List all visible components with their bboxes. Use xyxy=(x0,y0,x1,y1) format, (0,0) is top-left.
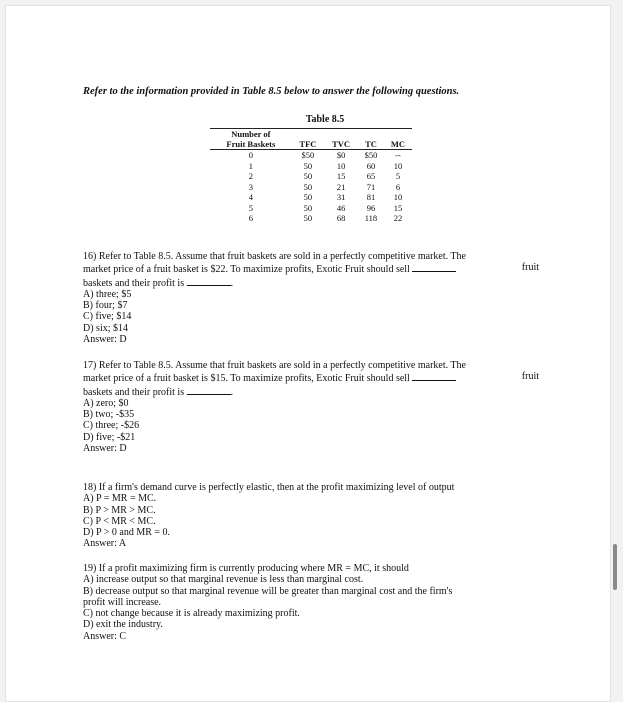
question-17: 17) Refer to Table 8.5. Assume that fruit baskets are sold in a perfectly competitive market. The market price of a fruit basket is $15. To maximize profits, Exotic Fruit should sell fruit baskets and their profit is . A) zero; $0 B) two; -$35 C) three; -$26 D) five; -$21 Answer: D xyxy=(83,360,539,455)
table-row xyxy=(210,182,412,193)
question-18 xyxy=(83,482,539,550)
question-18-line1: 18) If a firm's demand curve is perfectly elastic, then at the profit maximizing level of output xyxy=(83,482,455,493)
table-cell: 96 xyxy=(366,202,376,213)
table-cell: 3 xyxy=(248,181,253,192)
answer-blank xyxy=(187,385,231,395)
table-cell: 50 xyxy=(303,160,313,171)
table-cell: 5 xyxy=(395,171,401,181)
answer: Answer: A xyxy=(83,538,127,550)
table-cell: 65 xyxy=(366,171,376,181)
option: C) three; -$26 xyxy=(83,420,140,432)
table-row xyxy=(210,203,412,214)
header-tvc: TVC xyxy=(324,139,358,150)
header-tc: TC xyxy=(358,139,384,150)
table-cell: $50 xyxy=(364,150,378,160)
cost-table xyxy=(210,128,412,224)
intro-text: Refer to the information provided in Table 8.5 below to answer the following questions. xyxy=(83,86,460,97)
table-row xyxy=(210,192,412,203)
option: A) zero; $0 xyxy=(83,397,129,409)
option: B) two; -$35 xyxy=(83,409,135,421)
option: A) three; $5 xyxy=(83,288,132,300)
table-row xyxy=(210,171,412,182)
option: C) not change because it is already maximizing profit. xyxy=(83,608,300,620)
table-cell: 0 xyxy=(248,150,253,160)
option: D) six; $14 xyxy=(83,322,128,334)
table-cell: 1 xyxy=(248,160,253,171)
table-cell: 81 xyxy=(366,192,376,202)
option: A) increase output so that marginal revenue is less than marginal cost. xyxy=(83,574,364,586)
answer-blank xyxy=(187,276,231,286)
table-cell: 60 xyxy=(366,160,376,171)
table-cell: 68 xyxy=(336,213,346,223)
table-cell: -- xyxy=(395,150,401,160)
table-cell: 22 xyxy=(393,213,403,223)
table-cell: 50 xyxy=(303,171,313,181)
table-cell: 15 xyxy=(393,202,403,213)
table-cell: 50 xyxy=(303,213,313,223)
option: B) decrease output so that marginal revenue will be greater than marginal cost and the firm's xyxy=(83,585,453,597)
scrollbar-thumb[interactable] xyxy=(613,544,617,590)
header-number-of: Number of xyxy=(231,129,271,139)
header-tfc: TFC xyxy=(292,139,324,150)
table-cell: 50 xyxy=(303,192,313,202)
table-cell: 10 xyxy=(393,160,403,171)
table-row xyxy=(210,150,412,161)
option: B) P > MR > MC. xyxy=(83,504,156,516)
table-row xyxy=(210,213,412,224)
table-cell: 50 xyxy=(303,181,313,192)
option: D) exit the industry. xyxy=(83,619,163,631)
question-19-line1: 19) If a profit maximizing firm is currently producing where MR = MC, it should xyxy=(83,563,409,574)
table-8-5 xyxy=(210,114,412,224)
table-cell: 15 xyxy=(336,171,346,181)
table-cell: 118 xyxy=(364,213,378,223)
question-17-line1: 17) Refer to Table 8.5. Assume that fruit baskets are sold in a perfectly competitive market. The xyxy=(83,360,466,371)
header-mc: MC xyxy=(384,139,412,150)
question-17-line3: baskets and their profit is xyxy=(83,386,185,398)
question-19 xyxy=(83,563,539,642)
table-cell: 2 xyxy=(248,171,253,181)
table-row xyxy=(210,161,412,172)
option: A) P = MR = MC. xyxy=(83,493,157,505)
table-cell: 5 xyxy=(248,202,253,213)
question-16-line1: 16) Refer to Table 8.5. Assume that fruit baskets are sold in a perfectly competitive market. The xyxy=(83,251,466,262)
answer-blank xyxy=(412,371,456,381)
table-cell: 71 xyxy=(366,181,376,192)
table-cell: 46 xyxy=(336,202,346,213)
option: D) five; -$21 xyxy=(83,431,136,443)
answer: Answer: D xyxy=(83,443,127,455)
option: B) four; $7 xyxy=(83,300,128,312)
answer: Answer: D xyxy=(83,334,127,346)
table-cell: 31 xyxy=(336,192,346,202)
table-cell: 6 xyxy=(395,181,401,192)
table-cell: 50 xyxy=(303,202,313,213)
question-16-line2: market price of a fruit basket is $22. To maximize profits, Exotic Fruit should sell xyxy=(83,264,410,276)
table-title: Table 8.5 xyxy=(305,114,345,125)
table-cell: 4 xyxy=(248,192,253,202)
question-16: 16) Refer to Table 8.5. Assume that fruit baskets are sold in a perfectly competitive market. The market price of a fruit basket is $22. To maximize profits, Exotic Fruit should sell fruit baskets and their profit is . A) three; $5 B) four; $7 C) five; $14 D) six; $14 Answer: D xyxy=(83,251,539,346)
option-continued: profit will increase. xyxy=(83,596,162,608)
table-cell: $50 xyxy=(301,150,315,160)
answer: Answer: C xyxy=(83,630,127,642)
table-cell: 10 xyxy=(393,192,403,202)
question-16-line3: baskets and their profit is xyxy=(83,277,185,289)
option: D) P > 0 and MR = 0. xyxy=(83,527,171,539)
answer-blank xyxy=(412,262,456,272)
table-cell: 10 xyxy=(336,160,346,171)
question-17-line2: market price of a fruit basket is $15. To maximize profits, Exotic Fruit should sell xyxy=(83,373,410,385)
table-cell: 21 xyxy=(336,181,346,192)
table-cell: 6 xyxy=(248,213,253,223)
header-fruit-baskets: Fruit Baskets xyxy=(210,139,292,150)
option: C) five; $14 xyxy=(83,311,132,323)
option: C) P < MR < MC. xyxy=(83,515,156,527)
table-cell: $0 xyxy=(336,150,346,160)
